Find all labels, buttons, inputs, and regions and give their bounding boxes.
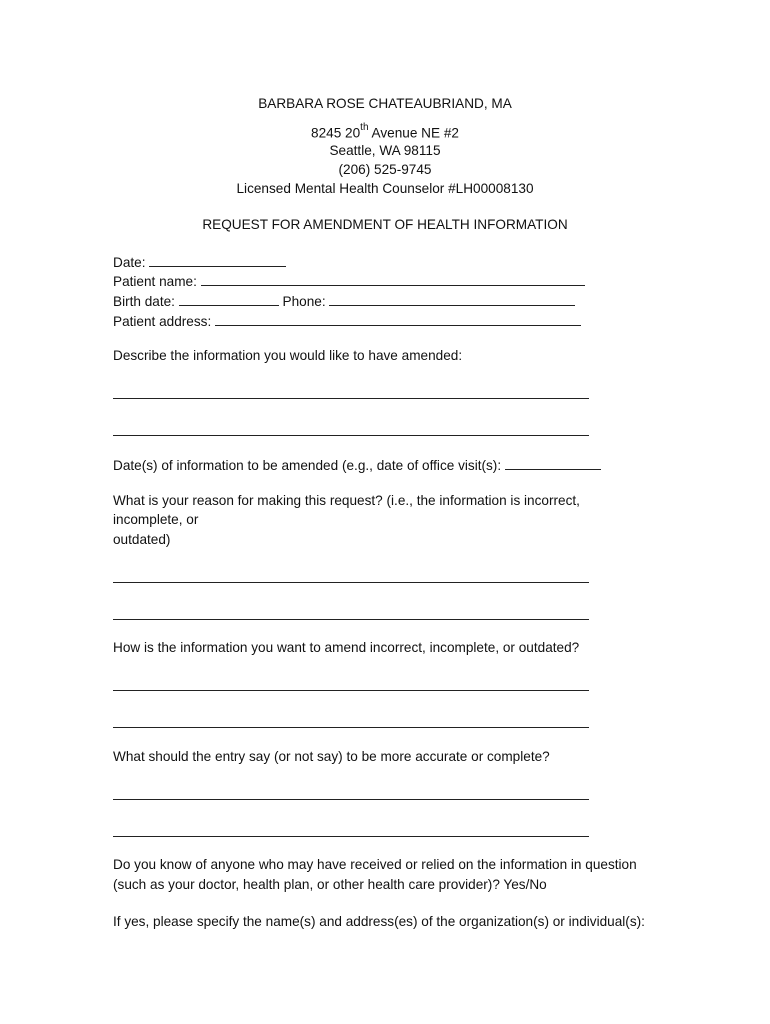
- date-field: [113, 254, 286, 271]
- patient-name-label: Patient name:: [113, 274, 197, 289]
- date-label: Date:: [113, 255, 146, 270]
- phone-blank[interactable]: [329, 293, 575, 306]
- anyone-relied-question-line-1: Do you know of anyone who may have received or relied on the information in question: [113, 857, 637, 872]
- how-incorrect-question: How is the information you want to amend incorrect, incomplete, or outdated?: [113, 640, 580, 655]
- street-number: 8245 20: [311, 125, 361, 141]
- ordinal-suffix: th: [360, 122, 369, 133]
- patient-address-label: Patient address:: [113, 314, 212, 329]
- entry-should-say-answer-line-1[interactable]: [113, 799, 589, 800]
- how-incorrect-answer-line-2[interactable]: [113, 727, 589, 728]
- office-phone: (206) 525-9745: [338, 162, 432, 177]
- describe-answer-line-2[interactable]: [113, 435, 589, 436]
- patient-name-field: [113, 273, 585, 290]
- reason-question-line-2: incomplete, or: [113, 512, 199, 527]
- dates-of-info-blank[interactable]: [505, 457, 601, 470]
- if-yes-instruction: If yes, please specify the name(s) and address(es) of the organization(s) or individual(s):: [113, 914, 645, 929]
- describe-answer-line-1[interactable]: [113, 398, 589, 399]
- patient-address-field: [113, 313, 581, 330]
- birth-date-label: Birth date:: [113, 294, 175, 309]
- city-state-zip: Seattle, WA 98115: [329, 143, 441, 158]
- reason-answer-line-1[interactable]: [113, 582, 589, 583]
- counselor-name: BARBARA ROSE CHATEAUBRIAND, MA: [258, 96, 512, 111]
- form-title: REQUEST FOR AMENDMENT OF HEALTH INFORMATION: [202, 217, 568, 232]
- birth-phone-field: [113, 293, 575, 310]
- describe-question: Describe the information you would like to have amended:: [113, 348, 463, 363]
- entry-should-say-answer-line-2[interactable]: [113, 836, 589, 837]
- birth-date-blank[interactable]: [179, 293, 279, 306]
- street-name: Avenue NE #2: [368, 125, 459, 141]
- dates-of-info-field: [113, 457, 601, 474]
- date-blank[interactable]: [149, 254, 286, 267]
- reason-question-line-1: What is your reason for making this request? (i.e., the information is incorrect,: [113, 493, 580, 508]
- patient-address-blank[interactable]: [215, 313, 581, 326]
- dates-of-info-label: Date(s) of information to be amended (e.g., date of office visit(s):: [113, 458, 502, 473]
- phone-label: Phone:: [282, 294, 326, 309]
- how-incorrect-answer-line-1[interactable]: [113, 690, 589, 691]
- entry-should-say-question: What should the entry say (or not say) to be more accurate or complete?: [113, 749, 550, 764]
- reason-question-line-3: outdated): [113, 532, 171, 547]
- anyone-relied-question-line-2: (such as your doctor, health plan, or other health care provider)? Yes/No: [113, 877, 547, 892]
- license-number: Licensed Mental Health Counselor #LH00008130: [236, 181, 534, 196]
- reason-answer-line-2[interactable]: [113, 619, 589, 620]
- street-address: [0, 122, 770, 142]
- patient-name-blank[interactable]: [201, 273, 585, 286]
